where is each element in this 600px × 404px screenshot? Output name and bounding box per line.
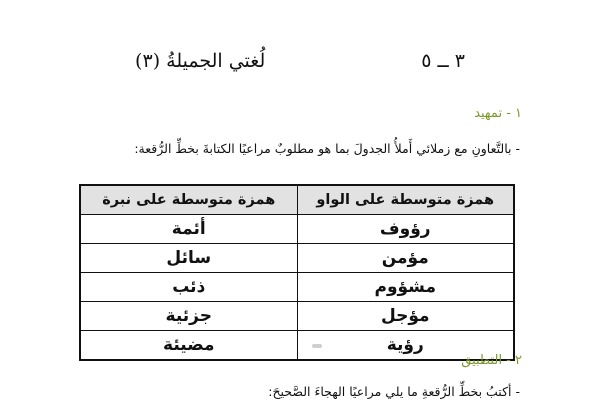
practice-instruction: - أكتبُ بخطِّ الرُّقعةِ ما يلي مراعيًا الهجاءَ الصَّحيحَ: [268, 384, 520, 399]
table-cell-waw: رؤية [297, 331, 514, 361]
table-row [80, 244, 514, 273]
scan-mark [312, 344, 322, 348]
table-cell-waw: مؤمن [297, 244, 514, 273]
table-cell-nabra: أئمة [80, 215, 297, 244]
table-row [80, 302, 514, 331]
section-heading-practice: ٢ - التطبيق [461, 353, 522, 368]
column-header-waw: همزة متوسطة على الواو [297, 185, 514, 215]
table-cell-nabra: ذئب [80, 273, 297, 302]
section-heading-intro: ١ - تمهيد [474, 106, 522, 121]
intro-instruction: - بالتَّعاونِ مع زملائي أَملأُ الجدولَ بما هو مطلوبٌ مراعيًا الكتابةَ بخطِّ الرُّقعة: [134, 141, 520, 156]
table-header-row [80, 185, 514, 215]
table-row [80, 331, 514, 361]
table-row [80, 215, 514, 244]
lesson-header [0, 50, 600, 72]
table-cell-waw: مشؤوم [297, 273, 514, 302]
lesson-title: لُغتي الجميلةُ (٣) [135, 50, 266, 72]
table-cell-waw: مؤجل [297, 302, 514, 331]
table-cell-nabra: مضيئة [80, 331, 297, 361]
table-cell-nabra: جزئية [80, 302, 297, 331]
column-header-nabra: همزة متوسطة على نبرة [80, 185, 297, 215]
table-cell-nabra: سائل [80, 244, 297, 273]
table-row [80, 273, 514, 302]
lesson-number: ٣ ــ ٥ [421, 50, 465, 72]
hamza-table [79, 184, 515, 361]
table-cell-waw: رؤوف [297, 215, 514, 244]
